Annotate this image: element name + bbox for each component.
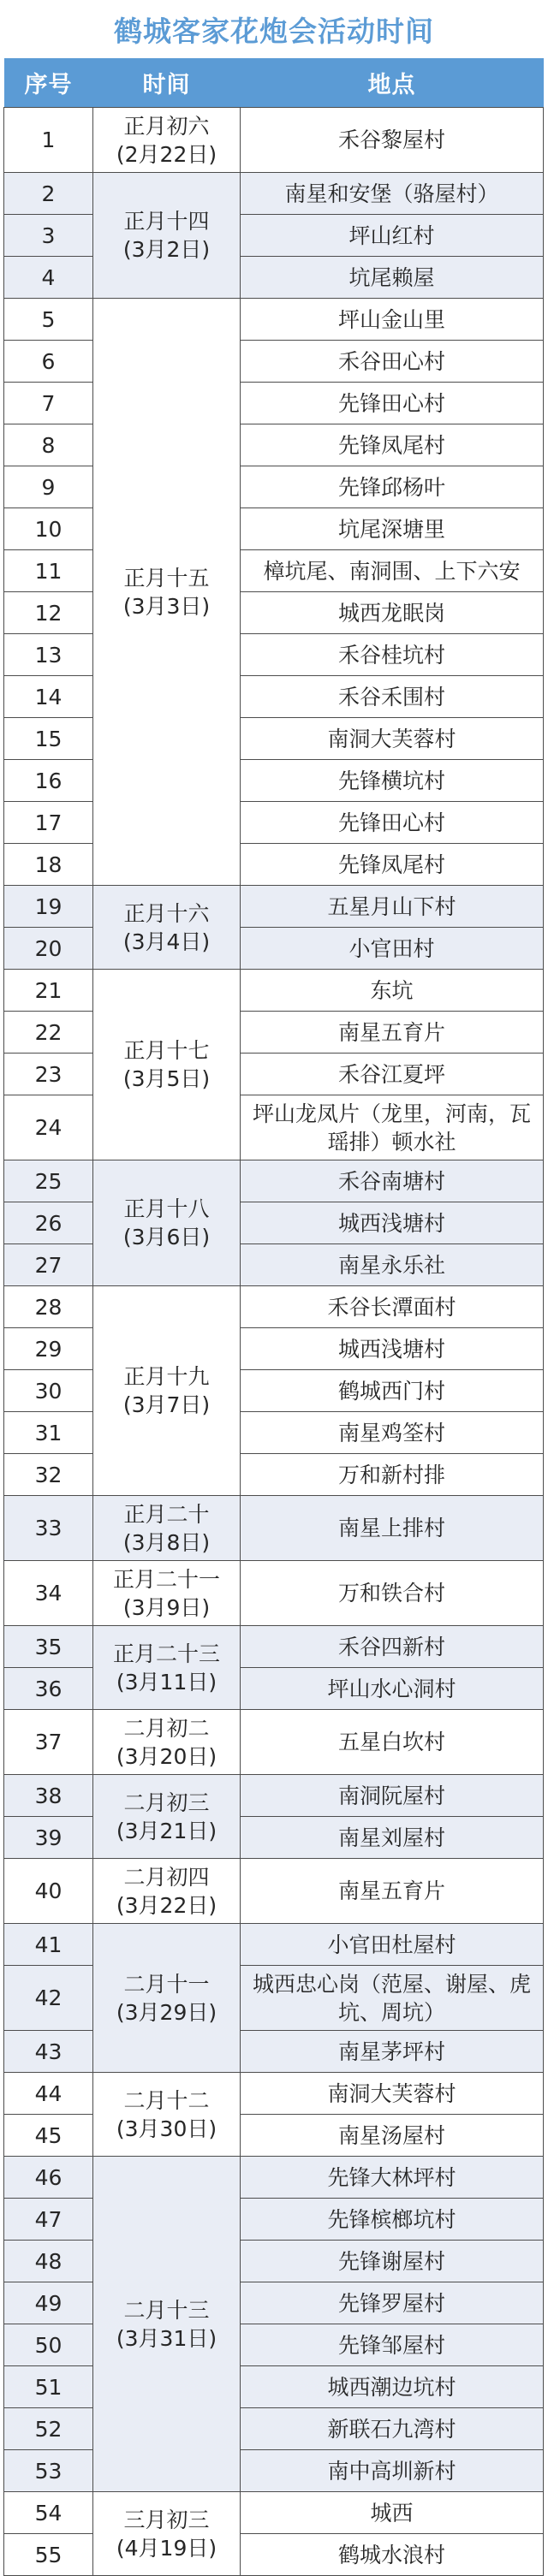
- time-cell: [93, 1859, 241, 1924]
- place-cell: 坑尾深塘里: [241, 508, 544, 550]
- row-number-cell: 5: [4, 299, 93, 341]
- row-number-cell: 10: [4, 508, 93, 550]
- place-cell: 先锋槟榔坑村: [241, 2199, 544, 2241]
- place-cell: 南星上排村: [241, 1496, 544, 1561]
- row-number-cell: 31: [4, 1412, 93, 1454]
- row-number-cell: 24: [4, 1095, 93, 1160]
- table-row: [4, 383, 544, 424]
- place-cell: 城西浅塘村: [241, 1328, 544, 1370]
- place-cell: 五星白坎村: [241, 1710, 544, 1775]
- time-cell: [93, 970, 241, 1160]
- row-number-cell: 43: [4, 2031, 93, 2073]
- table-row: [4, 215, 544, 257]
- row-number-cell: 47: [4, 2199, 93, 2241]
- row-number-cell: 29: [4, 1328, 93, 1370]
- table-row: [4, 2031, 544, 2073]
- table-row: [4, 1054, 544, 1095]
- place-cell: 南星永乐社: [241, 1244, 544, 1286]
- place-cell: 万和新村排: [241, 1454, 544, 1496]
- time-lunar-date: 正月十七: [123, 1038, 210, 1063]
- place-cell: 小官田杜屋村: [241, 1924, 544, 1966]
- place-cell: 禾谷南塘村: [241, 1160, 544, 1202]
- col-header-no: 序号: [4, 58, 93, 108]
- time-lunar-date: 正月二十: [123, 1501, 210, 1527]
- place-cell: 南星刘屋村: [241, 1817, 544, 1859]
- table-row: [4, 718, 544, 760]
- table-row: [4, 2534, 544, 2576]
- table-row: [4, 1775, 544, 1817]
- table-row: [4, 1370, 544, 1412]
- time-gregorian-date: (3月2日): [122, 237, 211, 262]
- place-cell: 南洞大芙蓉村: [241, 718, 544, 760]
- time-lunar-date: 三月初三: [123, 2507, 210, 2532]
- row-number-cell: 37: [4, 1710, 93, 1775]
- row-number-cell: 45: [4, 2115, 93, 2157]
- place-cell: 南星鸡筌村: [241, 1412, 544, 1454]
- time-lunar-date: 二月十一: [123, 1971, 210, 1997]
- row-number-cell: 9: [4, 466, 93, 508]
- time-gregorian-date: (3月9日): [122, 1594, 211, 1620]
- time-lunar-date: 二月初四: [123, 1864, 210, 1890]
- table-row: [4, 1966, 544, 2031]
- time-cell: [93, 2492, 241, 2576]
- place-cell: 城西: [241, 2492, 544, 2534]
- place-cell: 先锋邹屋村: [241, 2324, 544, 2366]
- table-row: [4, 1561, 544, 1626]
- table-row: [4, 760, 544, 802]
- table-row: [4, 634, 544, 676]
- time-gregorian-date: (3月20日): [116, 1743, 217, 1769]
- row-number-cell: 12: [4, 592, 93, 634]
- place-cell: 先锋田心村: [241, 383, 544, 424]
- table-row: [4, 1095, 544, 1160]
- time-cell: [93, 1924, 241, 2073]
- time-lunar-date: 正月十八: [123, 1196, 210, 1221]
- place-cell: 禾谷禾围村: [241, 676, 544, 718]
- place-cell: 南星五育片: [241, 1012, 544, 1054]
- row-number-cell: 51: [4, 2366, 93, 2408]
- table-row: [4, 550, 544, 592]
- table-row: [4, 970, 544, 1012]
- table-row: [4, 173, 544, 215]
- time-gregorian-date: (3月11日): [116, 1669, 217, 1695]
- table-row: [4, 2324, 544, 2366]
- row-number-cell: 54: [4, 2492, 93, 2534]
- place-cell: 坑尾赖屋: [241, 257, 544, 299]
- table-row: [4, 466, 544, 508]
- place-cell: 南星和安堡（骆屋村）: [241, 173, 544, 215]
- row-number-cell: 6: [4, 341, 93, 383]
- time-gregorian-date: (3月4日): [122, 929, 211, 954]
- row-number-cell: 22: [4, 1012, 93, 1054]
- row-number-cell: 30: [4, 1370, 93, 1412]
- table-row: [4, 1286, 544, 1328]
- time-gregorian-date: (3月3日): [122, 593, 211, 619]
- row-number-cell: 53: [4, 2450, 93, 2492]
- header-row: [4, 58, 544, 108]
- row-number-cell: 20: [4, 928, 93, 970]
- table-row: [4, 676, 544, 718]
- table-row: [4, 2366, 544, 2408]
- table-row: [4, 1817, 544, 1859]
- time-lunar-date: 正月二十一: [112, 1566, 220, 1592]
- row-number-cell: 7: [4, 383, 93, 424]
- place-cell: 城西潮边坑村: [241, 2366, 544, 2408]
- place-cell: 禾谷长潭面村: [241, 1286, 544, 1328]
- place-cell: 樟坑尾、南洞围、上下六安: [241, 550, 544, 592]
- time-cell: [93, 1286, 241, 1496]
- place-cell: 先锋田心村: [241, 802, 544, 844]
- table-row: [4, 2073, 544, 2115]
- row-number-cell: 26: [4, 1202, 93, 1244]
- row-number-cell: 46: [4, 2157, 93, 2199]
- row-number-cell: 3: [4, 215, 93, 257]
- place-cell: 南中高圳新村: [241, 2450, 544, 2492]
- table-row: [4, 1496, 544, 1561]
- row-number-cell: 39: [4, 1817, 93, 1859]
- time-cell: [93, 1160, 241, 1286]
- table-row: [4, 2450, 544, 2492]
- row-number-cell: 34: [4, 1561, 93, 1626]
- place-cell: 先锋凤尾村: [241, 844, 544, 886]
- row-number-cell: 4: [4, 257, 93, 299]
- time-lunar-date: 正月十四: [123, 209, 210, 234]
- time-lunar-date: 正月十六: [123, 900, 210, 926]
- activity-table: [3, 58, 544, 2576]
- place-cell: 城西忠心岗（范屋、谢屋、虎坑、周坑）: [241, 1966, 544, 2031]
- time-cell: [93, 886, 241, 970]
- row-number-cell: 48: [4, 2241, 93, 2282]
- table-row: [4, 2115, 544, 2157]
- time-lunar-date: 正月初六: [123, 113, 210, 139]
- row-number-cell: 42: [4, 1966, 93, 2031]
- row-number-cell: 49: [4, 2282, 93, 2324]
- table-body: [4, 108, 544, 2576]
- col-header-place: 地点: [241, 58, 544, 108]
- row-number-cell: 33: [4, 1496, 93, 1561]
- row-number-cell: 8: [4, 424, 93, 466]
- row-number-cell: 44: [4, 2073, 93, 2115]
- row-number-cell: 52: [4, 2408, 93, 2450]
- time-gregorian-date: (4月19日): [116, 2535, 217, 2561]
- table-row: [4, 108, 544, 173]
- row-number-cell: 18: [4, 844, 93, 886]
- table-row: [4, 424, 544, 466]
- table-row: [4, 928, 544, 970]
- place-cell: 禾谷四新村: [241, 1626, 544, 1668]
- row-number-cell: 19: [4, 886, 93, 928]
- time-gregorian-date: (3月7日): [122, 1392, 211, 1417]
- table-row: [4, 1710, 544, 1775]
- row-number-cell: 35: [4, 1626, 93, 1668]
- row-number-cell: 11: [4, 550, 93, 592]
- place-cell: 南星汤屋村: [241, 2115, 544, 2157]
- row-number-cell: 21: [4, 970, 93, 1012]
- time-gregorian-date: (3月30日): [116, 2116, 217, 2141]
- table-row: [4, 844, 544, 886]
- time-gregorian-date: (2月22日): [116, 141, 217, 167]
- table-row: [4, 2157, 544, 2199]
- time-lunar-date: 二月十三: [123, 2297, 210, 2323]
- row-number-cell: 50: [4, 2324, 93, 2366]
- table-row: [4, 2282, 544, 2324]
- table-row: [4, 886, 544, 928]
- place-cell: 鹤城西门村: [241, 1370, 544, 1412]
- row-number-cell: 55: [4, 2534, 93, 2576]
- place-cell: 东坑: [241, 970, 544, 1012]
- place-cell: 坪山水心洞村: [241, 1668, 544, 1710]
- table-row: [4, 2199, 544, 2241]
- place-cell: 禾谷江夏坪: [241, 1054, 544, 1095]
- place-cell: 南洞大芙蓉村: [241, 2073, 544, 2115]
- time-lunar-date: 二月十二: [123, 2087, 210, 2113]
- place-cell: 先锋罗屋村: [241, 2282, 544, 2324]
- table-row: [4, 592, 544, 634]
- place-cell: 城西龙眠岗: [241, 592, 544, 634]
- table-row: [4, 1412, 544, 1454]
- table-row: [4, 2241, 544, 2282]
- time-lunar-date: 正月十五: [123, 565, 210, 591]
- place-cell: 小官田村: [241, 928, 544, 970]
- place-cell: 先锋大林坪村: [241, 2157, 544, 2199]
- place-cell: 先锋凤尾村: [241, 424, 544, 466]
- table-row: [4, 1668, 544, 1710]
- table-row: [4, 1859, 544, 1924]
- page-title: 鹤城客家花炮会活动时间: [114, 15, 434, 48]
- time-cell: [93, 1710, 241, 1775]
- table-row: [4, 2492, 544, 2534]
- place-cell: 新联石九湾村: [241, 2408, 544, 2450]
- table-row: [4, 2408, 544, 2450]
- time-gregorian-date: (3月31日): [116, 2325, 217, 2351]
- time-gregorian-date: (3月21日): [116, 1818, 217, 1843]
- place-cell: 南星五育片: [241, 1859, 544, 1924]
- table-row: [4, 1626, 544, 1668]
- table-row: [4, 1454, 544, 1496]
- time-cell: [93, 1561, 241, 1626]
- row-number-cell: 1: [4, 108, 93, 173]
- place-cell: 先锋谢屋村: [241, 2241, 544, 2282]
- time-cell: [93, 173, 241, 299]
- time-cell: [93, 2073, 241, 2157]
- table-row: [4, 1012, 544, 1054]
- table-row: [4, 1160, 544, 1202]
- time-cell: [93, 2157, 241, 2492]
- table-row: [4, 341, 544, 383]
- time-gregorian-date: (3月8日): [122, 1529, 211, 1555]
- time-cell: [93, 1496, 241, 1561]
- row-number-cell: 16: [4, 760, 93, 802]
- row-number-cell: 38: [4, 1775, 93, 1817]
- row-number-cell: 36: [4, 1668, 93, 1710]
- table-header: [4, 58, 544, 108]
- time-gregorian-date: (3月5日): [122, 1066, 211, 1091]
- time-lunar-date: 正月二十三: [112, 1641, 220, 1666]
- table-row: [4, 1924, 544, 1966]
- time-cell: [93, 299, 241, 886]
- place-cell: 先锋邱杨叶: [241, 466, 544, 508]
- place-cell: 万和铁合村: [241, 1561, 544, 1626]
- place-cell: 坪山金山里: [241, 299, 544, 341]
- time-cell: [93, 1775, 241, 1859]
- place-cell: 城西浅塘村: [241, 1202, 544, 1244]
- place-cell: 禾谷黎屋村: [241, 108, 544, 173]
- row-number-cell: 41: [4, 1924, 93, 1966]
- col-header-time: 时间: [93, 58, 241, 108]
- place-cell: 禾谷桂坑村: [241, 634, 544, 676]
- row-number-cell: 32: [4, 1454, 93, 1496]
- table-row: [4, 508, 544, 550]
- place-cell: 坪山龙凤片（龙里，河南，瓦瑶排）顿水社: [241, 1095, 544, 1160]
- table-row: [4, 1244, 544, 1286]
- table-row: [4, 257, 544, 299]
- time-cell: [93, 108, 241, 173]
- row-number-cell: 14: [4, 676, 93, 718]
- place-cell: 先锋横坑村: [241, 760, 544, 802]
- time-gregorian-date: (3月29日): [116, 1999, 217, 2025]
- row-number-cell: 28: [4, 1286, 93, 1328]
- place-cell: 禾谷田心村: [241, 341, 544, 383]
- row-number-cell: 40: [4, 1859, 93, 1924]
- place-cell: 南洞阮屋村: [241, 1775, 544, 1817]
- time-lunar-date: 二月初二: [123, 1715, 210, 1741]
- place-cell: 鹤城水浪村: [241, 2534, 544, 2576]
- row-number-cell: 17: [4, 802, 93, 844]
- row-number-cell: 15: [4, 718, 93, 760]
- place-cell: 五星月山下村: [241, 886, 544, 928]
- row-number-cell: 2: [4, 173, 93, 215]
- row-number-cell: 23: [4, 1054, 93, 1095]
- time-gregorian-date: (3月22日): [116, 1892, 217, 1918]
- table-row: [4, 1328, 544, 1370]
- time-lunar-date: 二月初三: [123, 1790, 210, 1815]
- table-row: [4, 1202, 544, 1244]
- place-cell: 坪山红村: [241, 215, 544, 257]
- time-lunar-date: 正月十九: [123, 1364, 210, 1389]
- row-number-cell: 27: [4, 1244, 93, 1286]
- row-number-cell: 13: [4, 634, 93, 676]
- place-cell: 南星茅坪村: [241, 2031, 544, 2073]
- table-row: [4, 802, 544, 844]
- time-gregorian-date: (3月6日): [122, 1225, 211, 1249]
- table-row: [4, 299, 544, 341]
- row-number-cell: 25: [4, 1160, 93, 1202]
- time-cell: [93, 1626, 241, 1710]
